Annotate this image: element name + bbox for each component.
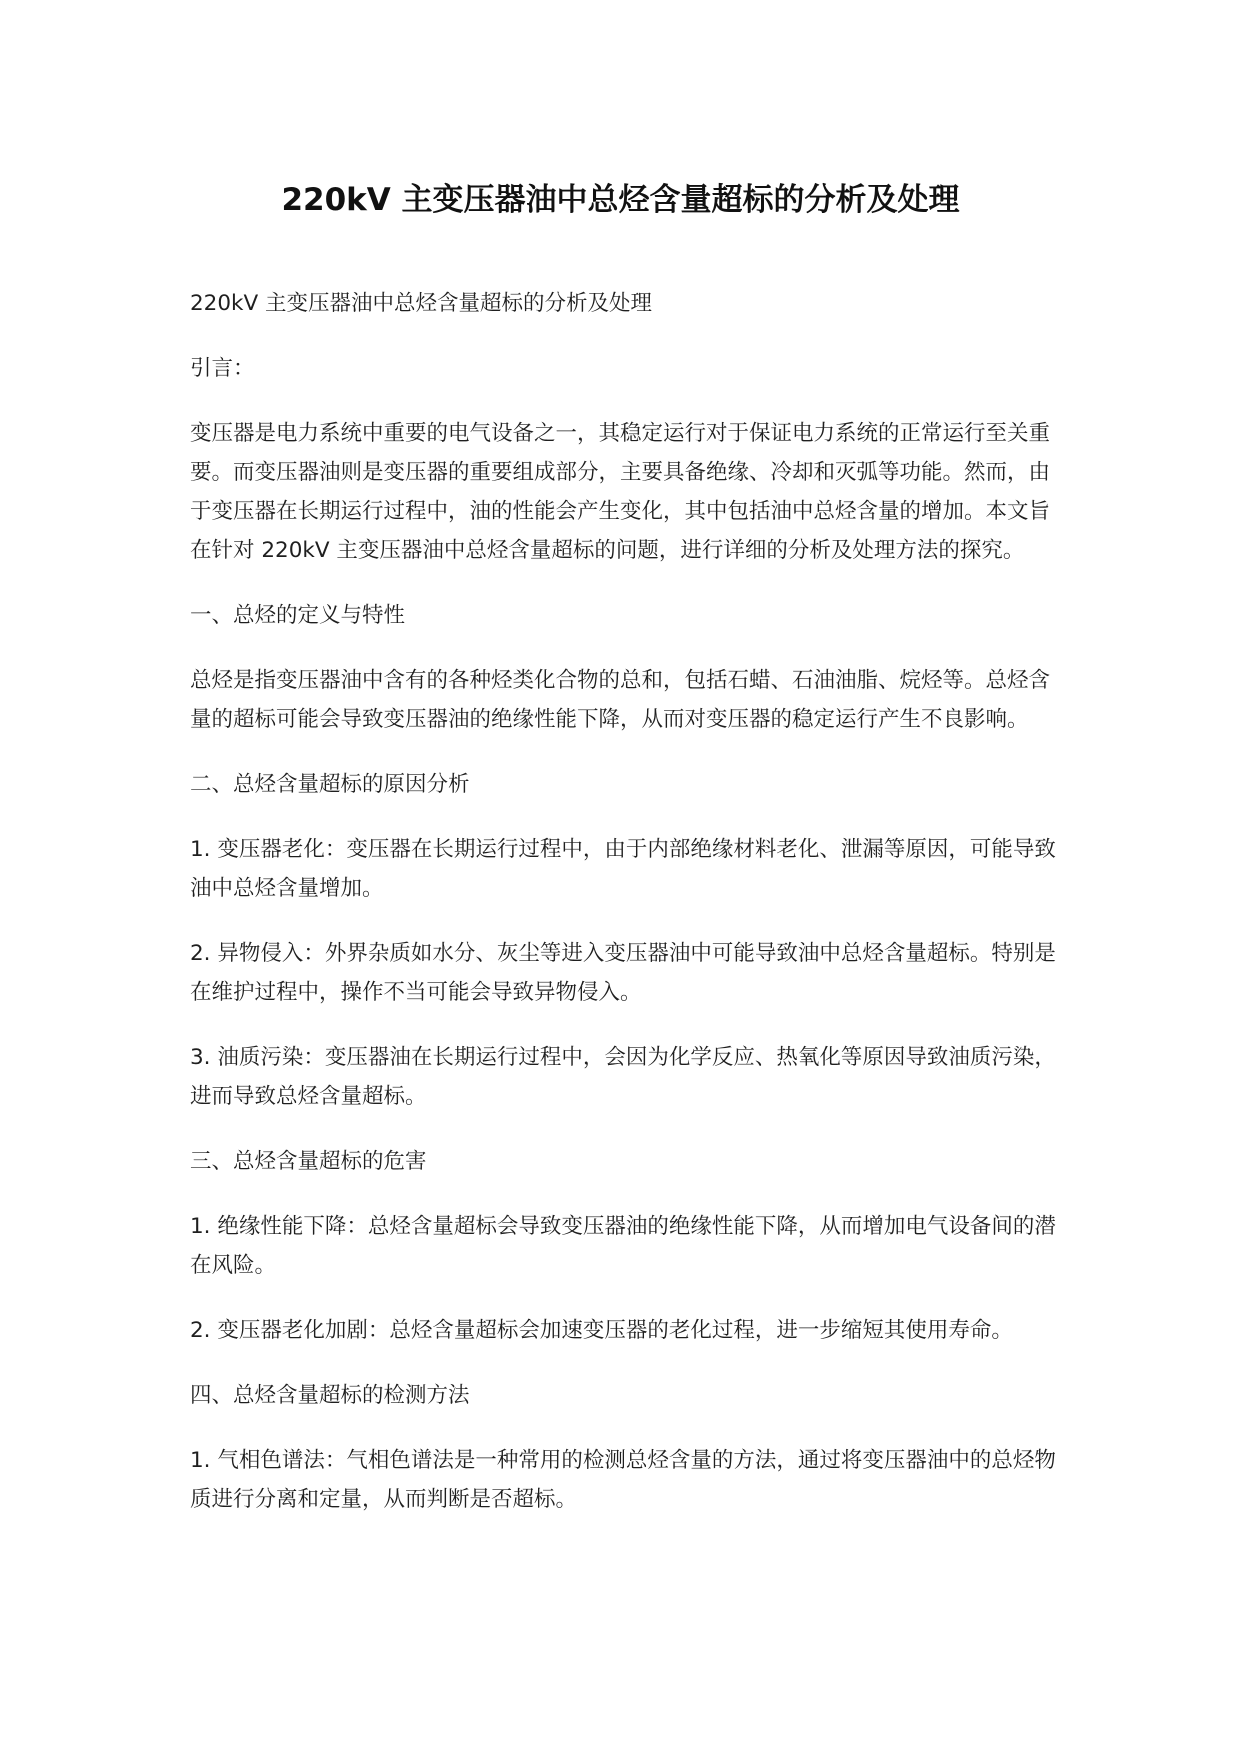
section-heading-hazards: 三、总烃含量超标的危害 <box>190 1149 427 1174</box>
intro-paragraph: 变压器是电力系统中重要的电气设备之一，其稳定运行对于保证电力系统的正常运行至关重要。而变压器油则是变压器的重要组成部分，主要具备绝缘、冷却和灭弧等功能。然而，由于变压器在长期运行过程中，油的性能会产生变化，其中包括油中总烃含量的增加。本文旨在针对 220kV 主变压器油中总烃含量超标的问题，进行详细的分析及处理方法的探究。 <box>190 421 1051 563</box>
cause-item-foreign-matter: 2. 异物侵入：外界杂质如水分、灰尘等进入变压器油中可能导致油中总烃含量超标。特别是在维护过程中，操作不当可能会导致异物侵入。 <box>190 941 1056 1005</box>
hazard-item-insulation: 1. 绝缘性能下降：总烃含量超标会导致变压器油的绝缘性能下降，从而增加电气设备间的潜在风险。 <box>190 1214 1056 1278</box>
section-heading-detection: 四、总烃含量超标的检测方法 <box>190 1383 470 1408</box>
document-body <box>190 284 1070 1545</box>
detection-item-gas-chromatography: 1. 气相色谱法：气相色谱法是一种常用的检测总烃含量的方法，通过将变压器油中的总烃物质进行分离和定量，从而判断是否超标。 <box>190 1448 1056 1512</box>
section-heading-causes: 二、总烃含量超标的原因分析 <box>190 772 470 797</box>
section-heading-definition: 一、总烃的定义与特性 <box>190 603 406 628</box>
cause-item-oil-pollution: 3. 油质污染：变压器油在长期运行过程中，会因为化学反应、热氧化等原因导致油质污染，进而导致总烃含量超标。 <box>190 1045 1056 1109</box>
definition-paragraph: 总烃是指变压器油中含有的各种烃类化合物的总和，包括石蜡、石油油脂、烷烃等。总烃含量的超标可能会导致变压器油的绝缘性能下降，从而对变压器的稳定运行产生不良影响。 <box>190 668 1051 732</box>
document-title: 220kV 主变压器油中总烃含量超标的分析及处理 <box>281 182 960 218</box>
intro-heading: 引言： <box>190 356 255 381</box>
hazard-item-aging: 2. 变压器老化加剧：总烃含量超标会加速变压器的老化过程，进一步缩短其使用寿命。 <box>190 1318 1013 1343</box>
cause-item-aging: 1. 变压器老化：变压器在长期运行过程中，由于内部绝缘材料老化、泄漏等原因，可能导致油中总烃含量增加。 <box>190 837 1056 901</box>
subtitle-paragraph: 220kV 主变压器油中总烃含量超标的分析及处理 <box>190 291 653 316</box>
